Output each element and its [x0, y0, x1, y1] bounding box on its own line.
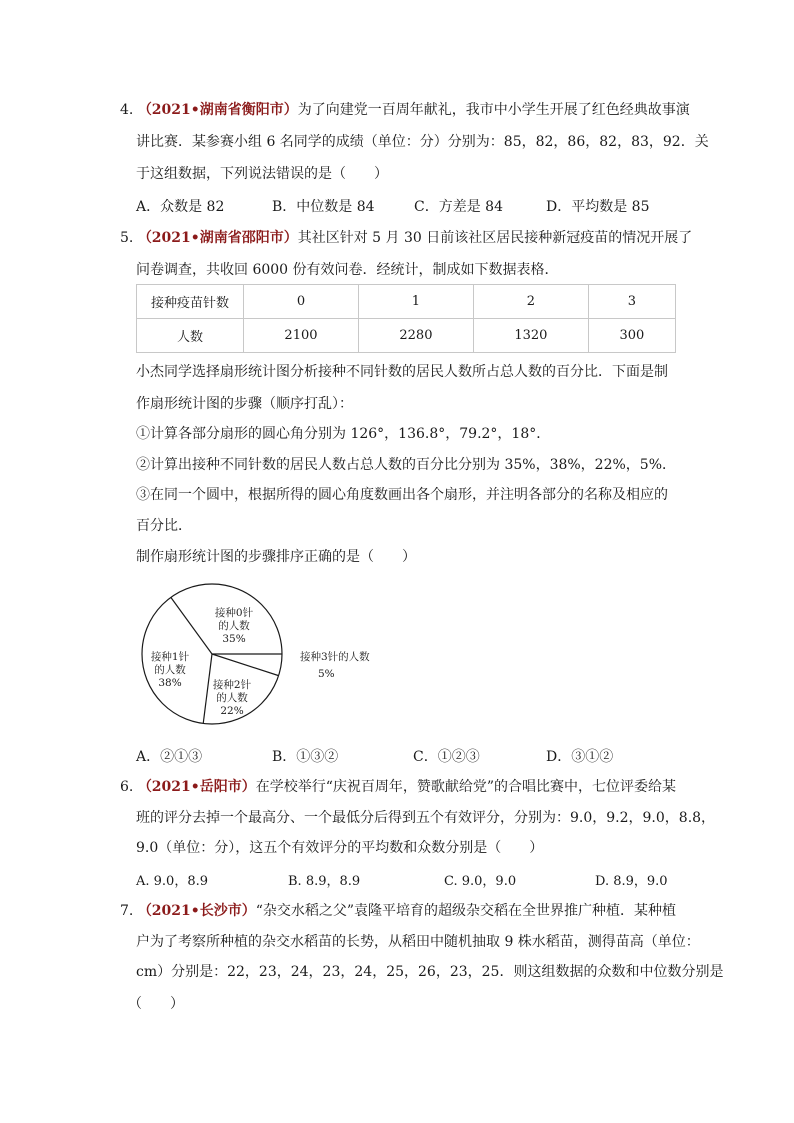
question-7-line1: [120, 901, 676, 921]
option-c: C．①②③: [413, 749, 480, 765]
table-row: [137, 285, 676, 319]
pie-label-percent: 35%: [222, 633, 246, 645]
step-2: ②计算出接种不同针数的居民人数占总人数的百分比分别为 35%，38%，22%，5%．: [136, 457, 677, 473]
question-7-line4: （ ）: [128, 996, 184, 1012]
option-b: B．中位数是 84: [272, 199, 375, 215]
question-number: 5.: [120, 230, 134, 246]
question-text: 在学校举行“庆祝百周年，赞歌献给党”的合唱比赛中，七位评委给某: [255, 779, 677, 795]
question-text: 为了向建党一百周年献礼，我市中小学生开展了红色经典故事演: [297, 102, 690, 118]
option-c: C．方差是 84: [414, 199, 503, 215]
table-cell: 2280: [358, 319, 473, 353]
pie-label-line: 的人数: [216, 692, 248, 704]
vaccine-table: [136, 284, 676, 353]
question-6-line1: [120, 777, 676, 797]
table-cell: 300: [588, 319, 675, 353]
option-a: A．众数是 82: [136, 199, 225, 215]
question-text: 其社区针对 5 月 30 日前该社区居民接种新冠疫苗的情况开展了: [297, 230, 693, 246]
question-number: 6.: [120, 779, 134, 795]
question-4-line1: [120, 100, 690, 120]
option-b: B．①③②: [272, 749, 339, 765]
pie-label-line: 接种1针: [150, 651, 190, 663]
question-text: “杂交水稻之父”袁隆平培育的超级杂交稻在全世界推广种植．某种植: [255, 903, 677, 919]
paragraph-line2: 作扇形统计图的步骤（顺序打乱）：: [136, 396, 353, 412]
question-source: （2021•长沙市）: [137, 903, 256, 919]
pie-label-line: 接种2针: [212, 679, 252, 691]
pie-label-line: 的人数: [218, 620, 250, 632]
option-c: C. 9.0，9.0: [444, 874, 517, 889]
question-7-line3: cm）分别是：22，23，24，23，24，25，26，23，25．则这组数据的众数和中位数分别是: [136, 964, 724, 980]
paragraph-line1: 小杰同学选择扇形统计图分析接种不同针数的居民人数所占总人数的百分比．下面是制: [136, 364, 668, 380]
question-source: （2021•湖南省邵阳市）: [137, 230, 298, 246]
pie-label-percent: 5%: [318, 668, 335, 680]
question-source: （2021•湖南省衡阳市）: [137, 102, 298, 118]
question-4-line2: 讲比赛．某参赛小组 6 名同学的成绩（单位：分）分别为：85，82，86，82，83，92．关: [136, 134, 709, 150]
table-cell: 0: [244, 285, 359, 319]
table-cell: 2: [473, 285, 588, 319]
table-row: [137, 319, 676, 353]
pie-label-line: 接种0针: [214, 607, 254, 619]
pie-label-percent: 22%: [220, 705, 244, 717]
pie-label-line: 接种3针的人数: [300, 651, 370, 663]
question-source: （2021•岳阳市）: [137, 779, 256, 795]
table-cell: 1320: [473, 319, 588, 353]
pie-chart: [140, 582, 380, 742]
option-a: A．②①③: [136, 749, 203, 765]
table-cell: 2100: [244, 319, 359, 353]
step-1: ①计算各部分扇形的圆心角分别为 126°，136.8°，79.2°，18°．: [136, 426, 551, 442]
question-5-line1: [120, 228, 692, 248]
question-4-line3: 于这组数据，下列说法错误的是（ ）: [136, 166, 388, 182]
question-5-line2: 问卷调查，共收回 6000 份有效问卷．经统计，制成如下数据表格．: [136, 262, 559, 278]
option-b: B. 8.9，8.9: [288, 874, 361, 889]
question-6-line2: 班的评分去掉一个最高分、一个最低分后得到五个有效评分，分别为：9.0，9.2，9.0，8.8，: [136, 810, 716, 826]
option-d: D．③①②: [546, 749, 614, 765]
question-number: 7.: [120, 903, 134, 919]
question-5-ask: 制作扇形统计图的步骤排序正确的是（ ）: [136, 549, 416, 565]
pie-label-line: 的人数: [154, 664, 186, 676]
pie-label-percent: 38%: [158, 677, 182, 689]
table-cell: 接种疫苗针数: [137, 285, 244, 319]
question-6-line3: 9.0（单位：分），这五个有效评分的平均数和众数分别是（ ）: [136, 840, 544, 856]
step-3-line1: ③在同一个圆中，根据所得的圆心角度数画出各个扇形，并注明各部分的名称及相应的: [136, 487, 668, 503]
table-cell: 人数: [137, 319, 244, 353]
option-a: A. 9.0，8.9: [136, 874, 209, 889]
option-d: D. 8.9，9.0: [595, 874, 668, 889]
table-cell: 3: [588, 285, 675, 319]
question-7-line2: 户为了考察所种植的杂交水稻苗的长势，从稻田中随机抽取 9 株水稻苗，测得苗高（单位：: [136, 934, 700, 950]
question-number: 4.: [120, 102, 134, 118]
table-cell: 1: [358, 285, 473, 319]
step-3-line2: 百分比．: [136, 518, 192, 534]
option-d: D．平均数是 85: [546, 199, 650, 215]
